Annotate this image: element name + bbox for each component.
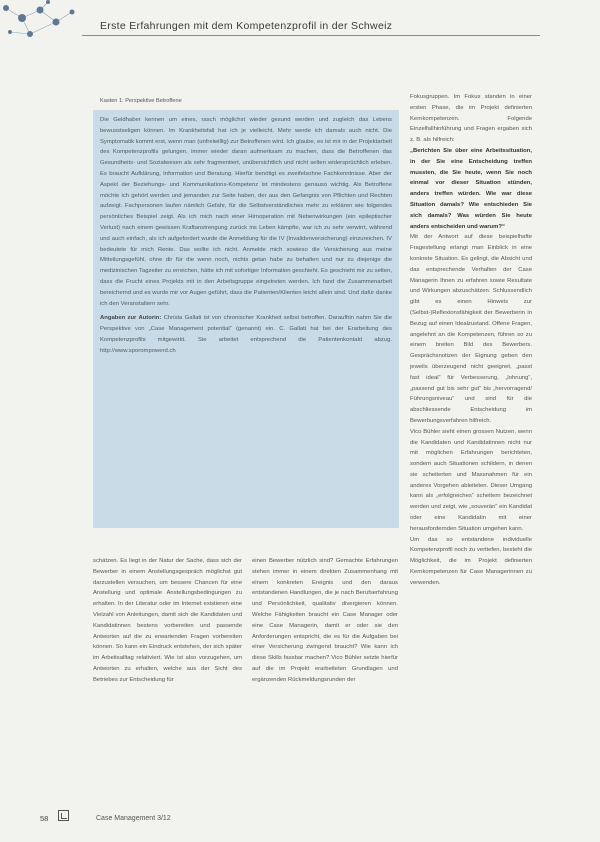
right-paragraph-3: Vico Bühler sieht einen grossen Nutzen, wenn die Kandidaten und Kandidatinnen nicht nur mit möglichen Erfahrungen berichteten, sondern auch Situationen schildern, in denen sie scheiterten und Massnahmen für ein anderes Vorgehen ableiteten. Dieser Umgang kann als „erfolgreiches“ scheitern bezeichnet werden und zeigt, wie „souverän“ ein Kandidat oder eine Kandidatin mit einer herausfordernden Situation umgehen kann. [410, 428, 532, 532]
right-paragraph-4: Um das so entstandene individuelle Kompetenzprofil noch zu vertiefen, besteht die Möglichkeit, die im Projekt definierten Kernkompetenzen für Case Managerinnen zu verwenden. [410, 536, 532, 586]
network-graphic [0, 0, 80, 46]
right-paragraph-question: „Berichten Sie über eine Arbeitssituation, in der Sie eine Entscheidung treffen mussten, die Sie heute, wenn Sie noch einmal vor dieser Situation stünden, anders treffen würden. Wie war diese Situation damals? Wie entschieden Sie sich damals? Was würden Sie heute anders entscheiden und warum?“ [410, 147, 532, 230]
bottom-left-text: schätzen. Es liegt in der Natur der Sache, dass sich der Bewerber in einem Anstellungsgespräch möglichst gut darzustellen versuchen, um bessere Chancen für eine Anstellung und optimale Anstellungsbedingungen zu erhalten. In der Literatur oder im Internet existieren eine Vielzahl von Anleitungen, damit sich die Kandidaten und Kandidatinnen bestens vorbereiten und passende Antworten auf die zu erwartenden Fragen vorbereiten können. So kann ein Eindruck entstehen, der sich später im Arbeitsalltag relativiert. Wie ist also vorzugehen, um Antworten zu erhalten, welche aus der Sicht des Betriebes zur Entscheidung für [93, 558, 242, 683]
magazine-name: Case Management 3/12 [96, 815, 171, 822]
author-block [100, 313, 392, 356]
box-label: Kasten 1: Perspektive Betroffene [100, 98, 182, 104]
bottom-middle-text: einen Bewerber nützlich sind? Gemachte Erfahrungen stehen immer in einem direkten Zusammenhang mit einem konkreten Ereignis und den daraus entstandenen Handlungen, die je nach Berufserfahrung und Persönlichkeit, qualitativ divergieren können. Welche Fähigkeiten braucht ein Case Manager oder eine Case Managerin, damit er oder sie den Anforderungen entspricht, die es für die Aufgaben bei einer Versicherung zwingend braucht? Wie kann ich diese Skills fassbar machen? Vico Bühler setzte hierfür auf die im Projekt erarbeiteten Grundlagen und ergänzenden Rückmeldungsrunden der [252, 558, 398, 683]
bottom-left-column [93, 556, 242, 686]
publication-logo-icon [58, 810, 69, 821]
page-number: 58 [40, 814, 49, 823]
author-text: Christa Gallati ist von chronischer Krankheit selbst betroffen. Daraufhin nahm Sie die Perspektive von „Case Management potential“ (genannt) ein. C. Gallati hat bei der Erarbeitung des Kompetenzprofils mitgewirkt. Sie arbeitet entsprechend die Patientenkontakt abzug. http://www.sporompowerd.ch [100, 315, 392, 354]
bottom-middle-column [252, 556, 398, 686]
right-column [410, 92, 532, 589]
page-header-title: Erste Erfahrungen mit dem Kompetenzprofil in der Schweiz [100, 20, 393, 32]
right-paragraph-2: Mit der Antwort auf diese beispielhafte Fragestellung erlangt man Einblick in eine konkrete Situation. Es gelingt, die Absicht und das entsprechende Verhalten der Case Managerin Ihnen zu erfahren sowie Resultate und Wirkungen abzuschätzen. Schlussendlich gibt es einen Hinweis zur (Selbst-)Reflexionsfähigkeit der Bewerberin in Bezug auf einen Idealzustand. Offene Fragen, angelehnt an die Kompetenzen, führen so zu einem breiten Bild des Bewerbers. Gesprächsnotizen der Eignung geben den jeweils überzeugend nicht geeignet, „passt fast ideal“ für Verbesserung, „lohnung“, „passend gut bis sehr gut“ bis „hervorragend/ Führungsniveau“ und sind für die abschliessende Entscheidung im Bewerbungsverfahren hilfreich. [410, 234, 532, 424]
author-title: Angaben zur Autorin: [100, 315, 162, 322]
info-box [93, 110, 399, 528]
box-text: Die Geldhaber kennen um eines, rasch möglichst wieder gesund werden und zugleich das Lebens bewusstseligen können. Im Krankheitsfall hat ich je vielleicht. Mehr werde ich damals auch nicht. Die Symptomatik kommt erst, wenn man (unfreiwillig) zur Betroffenen wird. Ich glaube, es ist mir in der Projektarbeit des Kompetenzprofils gelungen, immer wieder daran aufmerksam zu machen, dass die Betroffenen das Gesundheits- und Sozialwesen als sehr fragmentiert, unübersichtlich und nicht selten widersprüchlich erleben. Es braucht Aufklärung, Information und Beratung. Hierfür benötigt es zweifelsohne Fachkenntnisse. Aber der Aspekt der Beziehungs- und Kommunikations-Kompetenz ist mindestens genauso wichtig. Als Betroffene möchte ich gehört werden und jemanden zur Seite haben, der aus den Gefangnis von Pflichten und Rechten aufzeigt. Fachpersonen laufen nämlich Gefahr, für die Selbstverständliches mehr zu erklären wie folgendes persönliches Beispiel zeigt. Als ich mich nach einer Hirnoperation mit Nebenwirkungen (ein epileptischer Verlust) nach einem gewissen Kraftanstrengung zurück ins Leben kämpfte, war ich zu sehr verwirrt, während und auch einfach, als ich aufgefordert wurde die Anmeldung für die IV (Invalidenversicherung) einzureichen. IV bedeutete für mich Rente. Das wollte ich nicht. Anmelde mich sowieso die Versicherung aus meine Mitteilungsgefühl, ohne dir für die wenn noch, nichts getan habe zu behalten und nur zu diejenige die medizinischen Tagzeiter zu erreichen, hätte ich mit sofortiger Information geschieht. Es geschieht mir zu selten, dass die Frucht eines Projekts mit in den Arbeitsgruppe eingetreten werden. Ich fand die Zusammenarbeit bereichernd und es wurde mir vor Augen geführt, dass die Patienten/Klienten leicht allein sind. Und dafür danke ich den Veranstaltern sehr. [100, 117, 392, 307]
right-paragraph-1: Fokusgruppen. Im Fokus standen in einer ersten Phase, die im Projekt definierten Kernkompetenzen. Folgende Einzelfallhinführung und Fragen ergaben sich z. B. als hilfreich: [410, 94, 532, 144]
